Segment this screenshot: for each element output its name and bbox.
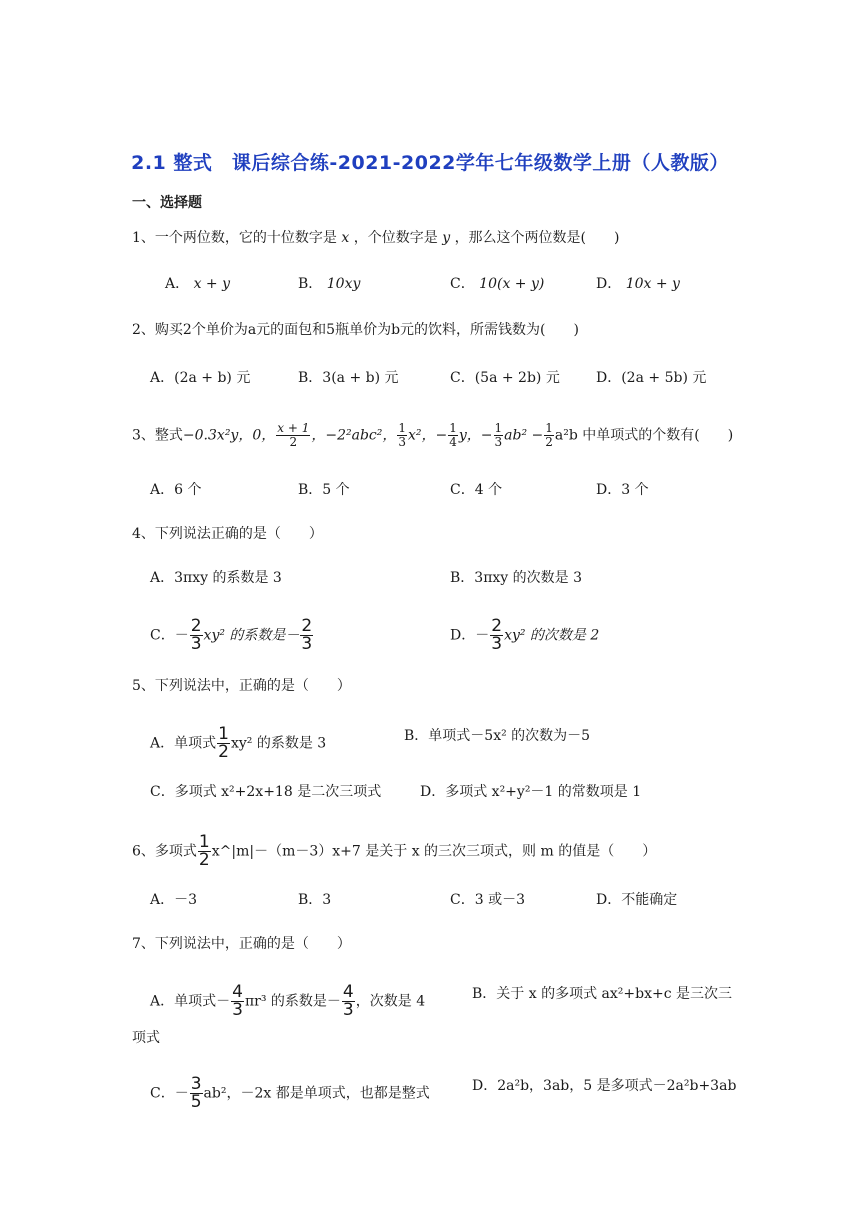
question-7-option-c: C．－ $\frac{3}{5}$ ab²，－2x 都是单项式，也都是整式 [150, 1074, 430, 1112]
question-5-stem: 5、下列说法中，正确的是（ ） [132, 678, 351, 694]
page-title: 2.1 整式 课后综合练-2021-2022学年七年级数学上册（人教版） [131, 152, 729, 174]
question-3-option-c: C．4 个 [450, 482, 503, 498]
question-6-option-d: D．不能确定 [596, 892, 678, 908]
question-1-option-a: A． x + y [165, 276, 231, 292]
question-7-option-b: B．关于 x 的多项式 ax²+bx+c 是三次三 [472, 986, 732, 1002]
question-7-option-d: D．2a²b，3ab，5 是多项式－2a²b+3ab [472, 1078, 737, 1094]
fraction: $\frac{1}{2}$ [545, 421, 553, 449]
question-5-option-b: B．单项式－5x² 的次数为－5 [404, 728, 591, 744]
section-heading: 一、选择题 [132, 195, 202, 211]
fraction: $\frac{1}{4}$ [449, 421, 457, 449]
fraction: $\frac{2}{3}$ [301, 616, 313, 654]
fraction: $\frac{2}{3}$ [491, 616, 503, 654]
question-4-option-a: A．3πxy 的系数是 3 [150, 570, 282, 586]
question-2-stem: 2、购买2个单价为a元的面包和5瓶单价为b元的饮料，所需钱数为( ) [132, 322, 579, 338]
question-7-option-a: A．单项式－ $\frac{4}{3}$ πr³ 的系数是－ $\frac{4}{3}$ ，次数是 4 [150, 982, 426, 1020]
question-1-option-d: D． 10x + y [596, 276, 680, 292]
question-2-option-a: A．(2a + b) 元 [150, 370, 251, 386]
question-2-option-d: D．(2a + 5b) 元 [596, 370, 707, 386]
question-3-option-d: D．3 个 [596, 482, 649, 498]
question-5-option-a: A．单项式 $\frac{1}{2}$ xy² 的系数是 3 [150, 724, 327, 762]
question-6-option-b: B．3 [298, 892, 332, 908]
fraction: $\frac{3}{5}$ [190, 1074, 202, 1112]
question-4-option-b: B．3πxy 的次数是 3 [450, 570, 583, 586]
question-5-option-c: C．多项式 x²+2x+18 是二次三项式 [150, 784, 382, 800]
question-7-option-b-continued: 项式 [132, 1030, 160, 1046]
question-3-stem: 3、整式−0.3x²y，0， $\frac{x + 1}{2}$ ，−2²abc²， $\frac{1}{3}$ x²，− $\frac{1}{4}$ y，− $\frac{1}{3}$ ab² − $\frac{1}{2}$ a²b 中单项式的个数有( ) [132, 421, 734, 449]
fraction: $\frac{4}{3}$ [342, 982, 354, 1020]
question-1-option-c: C． 10(x + y) [450, 276, 545, 292]
question-2-option-b: B．3(a + b) 元 [298, 370, 399, 386]
question-6-stem: 6、多项式 $\frac{1}{2}$ x^|m|－（m－3）x+7 是关于 x 的三次三项式，则 m 的值是（ ） [132, 832, 657, 870]
question-4-option-c: C．－ $\frac{2}{3}$ xy² 的系数是－ $\frac{2}{3}$ [150, 616, 313, 654]
question-6-option-c: C．3 或－3 [450, 892, 525, 908]
fraction: $\frac{1}{2}$ [218, 724, 229, 762]
question-1-option-b: B． 10xy [298, 276, 361, 292]
question-4-stem: 4、下列说法正确的是（ ） [132, 526, 323, 542]
question-7-stem: 7、下列说法中，正确的是（ ） [132, 936, 351, 952]
fraction: $\frac{1}{3}$ [398, 421, 406, 449]
question-5-option-d: D．多项式 x²+y²－1 的常数项是 1 [420, 784, 642, 800]
fraction: $\frac{1}{3}$ [494, 421, 503, 449]
question-4-option-d: D．－ $\frac{2}{3}$ xy² 的次数是 2 [450, 616, 600, 654]
question-3-option-b: B．5 个 [298, 482, 350, 498]
question-6-option-a: A．－3 [150, 892, 198, 908]
question-2-option-c: C．(5a + 2b) 元 [450, 370, 560, 386]
question-3-option-a: A．6 个 [150, 482, 202, 498]
fraction: $\frac{1}{2}$ [198, 832, 210, 870]
fraction: $\frac{x + 1}{2}$ [277, 421, 310, 449]
fraction: $\frac{4}{3}$ [232, 982, 243, 1020]
question-1-stem: 1、一个两位数，它的十位数字是 x ，个位数字是 y ，那么这个两位数是( ) [132, 230, 620, 246]
fraction: $\frac{2}{3}$ [190, 616, 202, 654]
